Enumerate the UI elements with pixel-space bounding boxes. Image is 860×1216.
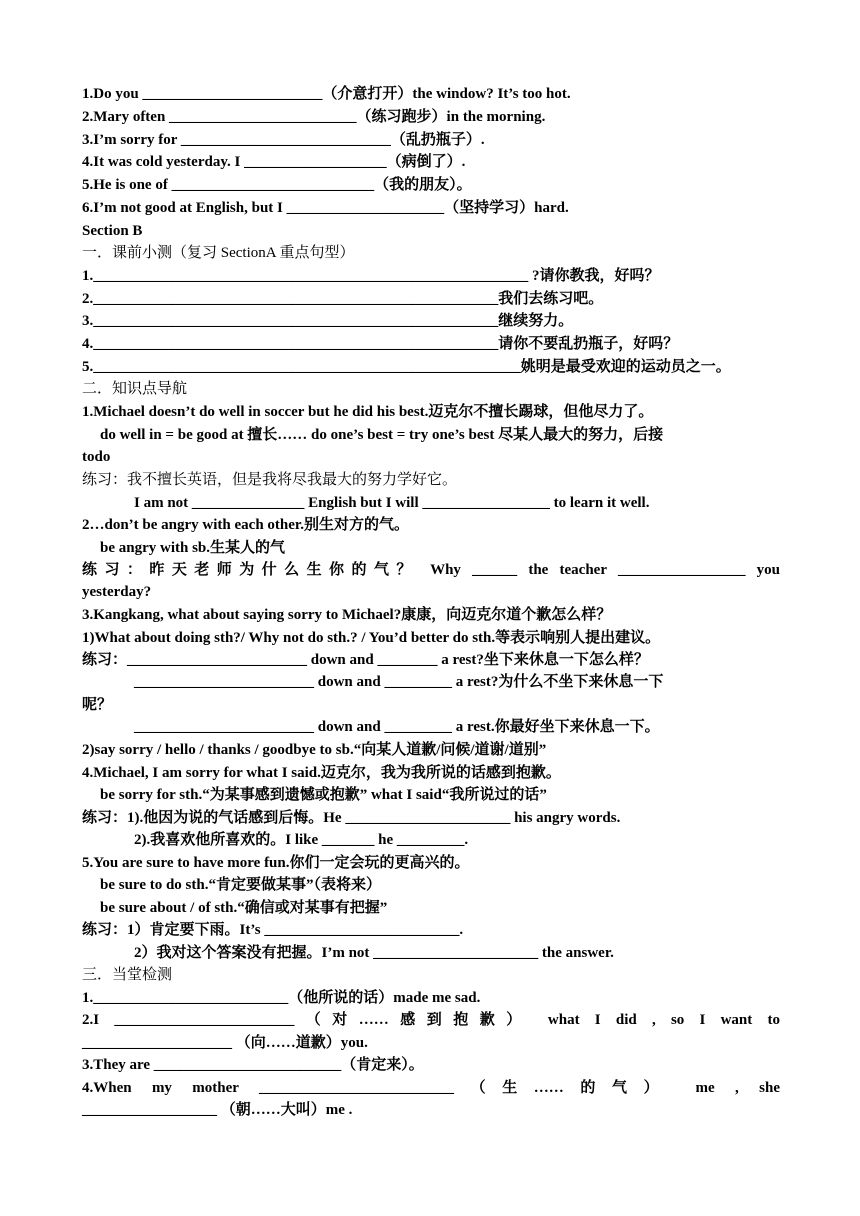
practice-3b-cont: 呢？ (82, 697, 113, 713)
part-two-heading: 二．知识点导航 (82, 381, 188, 397)
exercise-line-6: 6.I’m not good at English, but I _____________________（坚持学习）hard. (82, 200, 569, 216)
practice-4b: 2).我喜欢他所喜欢的。I like _______ he _________. (134, 832, 469, 848)
exercise-line-5: 5.He is one of ___________________________（我的朋友）。 (82, 177, 472, 193)
test-line-4: 4.When my mother __________________________（生……的气） me , she (82, 1080, 780, 1096)
practice-1-answer: I am not _______________ English but I will _________________ to learn it well. (134, 495, 650, 511)
practice-2: 练习：昨天老师为什么生你的气？ Why ______ the teacher _________________ you (82, 562, 780, 578)
quiz-line-2: 2.______________________________________________________我们去练习吧。 (82, 291, 604, 307)
point-3-note: 1)What about doing sth?/ Why not do sth.? / You’d better do sth.等表示响别人提出建议。 (82, 630, 661, 646)
practice-2-cont: yesterday? (82, 584, 152, 600)
quiz-line-1: 1.__________________________________________________________ ?请你教我，好吗？ (82, 268, 660, 284)
practice-3b: ________________________ down and _________ a rest?为什么不坐下来休息一下 (134, 674, 664, 690)
point-3-note-2: 2)say sorry / hello / thanks / goodbye to sb.“向某人道歉/问候/道谢/道别” (82, 742, 547, 758)
point-1-note-cont: todo (82, 449, 111, 465)
test-line-3: 3.They are _________________________（肯定来）。 (82, 1057, 424, 1073)
point-1-note: do well in = be good at 擅长…… do one’s best = try one’s best 尽某人最大的努力，后接 (100, 427, 664, 443)
exercise-line-4: 4.It was cold yesterday. I ___________________（病倒了）. (82, 154, 466, 170)
point-5-note-2: be sure about / of sth.“确信或对某事有把握” (100, 900, 388, 916)
point-2-note: be angry with sb.生某人的气 (100, 540, 286, 556)
point-1: 1.Michael doesn’t do well in soccer but he did his best.迈克尔不擅长踢球，但他尽力了。 (82, 404, 654, 420)
exercise-line-1: 1.Do you ________________________（介意打开）the window? It’s too hot. (82, 86, 571, 102)
exercise-line-3: 3.I’m sorry for ____________________________（乱扔瓶子）. (82, 132, 485, 148)
practice-3a: 练习：________________________ down and ________ a rest?坐下来休息一下怎么样？ (82, 652, 649, 668)
part-three-heading: 三．当堂检测 (82, 967, 173, 983)
quiz-line-5: 5._________________________________________________________姚明是最受欢迎的运动员之一。 (82, 359, 731, 375)
practice-5a: 练习：1）肯定要下雨。It’s __________________________. (82, 922, 464, 938)
practice-5b: 2）我对这个答案没有把握。I’m not ______________________ the answer. (134, 945, 614, 961)
section-heading: Section B (82, 223, 143, 239)
quiz-line-4: 4.______________________________________________________请你不要乱扔瓶子，好吗？ (82, 336, 679, 352)
practice-1: 练习：我不擅长英语，但是我将尽我最大的努力学好它。 (82, 472, 458, 488)
exercise-line-2: 2.Mary often _________________________（练习跑步）in the morning. (82, 109, 546, 125)
point-2: 2…don’t be angry with each other.别生对方的气。 (82, 517, 409, 533)
point-4: 4.Michael, I am sorry for what I said.迈克尔，我为我所说的话感到抱歉。 (82, 765, 561, 781)
practice-3c: ________________________ down and _________ a rest.你最好坐下来休息一下。 (134, 719, 660, 735)
point-5: 5.You are sure to have more fun.你们一定会玩的更高兴的。 (82, 855, 470, 871)
quiz-line-3: 3.______________________________________________________继续努力。 (82, 313, 574, 329)
test-line-2: 2.I ________________________（对……感到抱歉） what I did , so I want to (82, 1012, 780, 1028)
point-4-note: be sorry for sth.“为某事感到遗憾或抱歉” what I said“我所说过的话” (100, 787, 547, 803)
part-one-heading: 一．课前小测（复习 SectionA 重点句型） (82, 245, 355, 261)
test-line-1: 1.__________________________（他所说的话）made me sad. (82, 990, 481, 1006)
point-3: 3.Kangkang, what about saying sorry to Michael?康康，向迈克尔道个歉怎么样？ (82, 607, 612, 623)
test-line-2-cont: ____________________ （向……道歉）you. (82, 1035, 368, 1051)
test-line-4-cont: __________________ （朝……大叫）me . (82, 1102, 353, 1118)
point-5-note-1: be sure to do sth.“肯定要做某事”（表将来） (100, 877, 381, 893)
practice-4a: 练习：1).他因为说的气话感到后悔。He ______________________ his angry words. (82, 810, 621, 826)
